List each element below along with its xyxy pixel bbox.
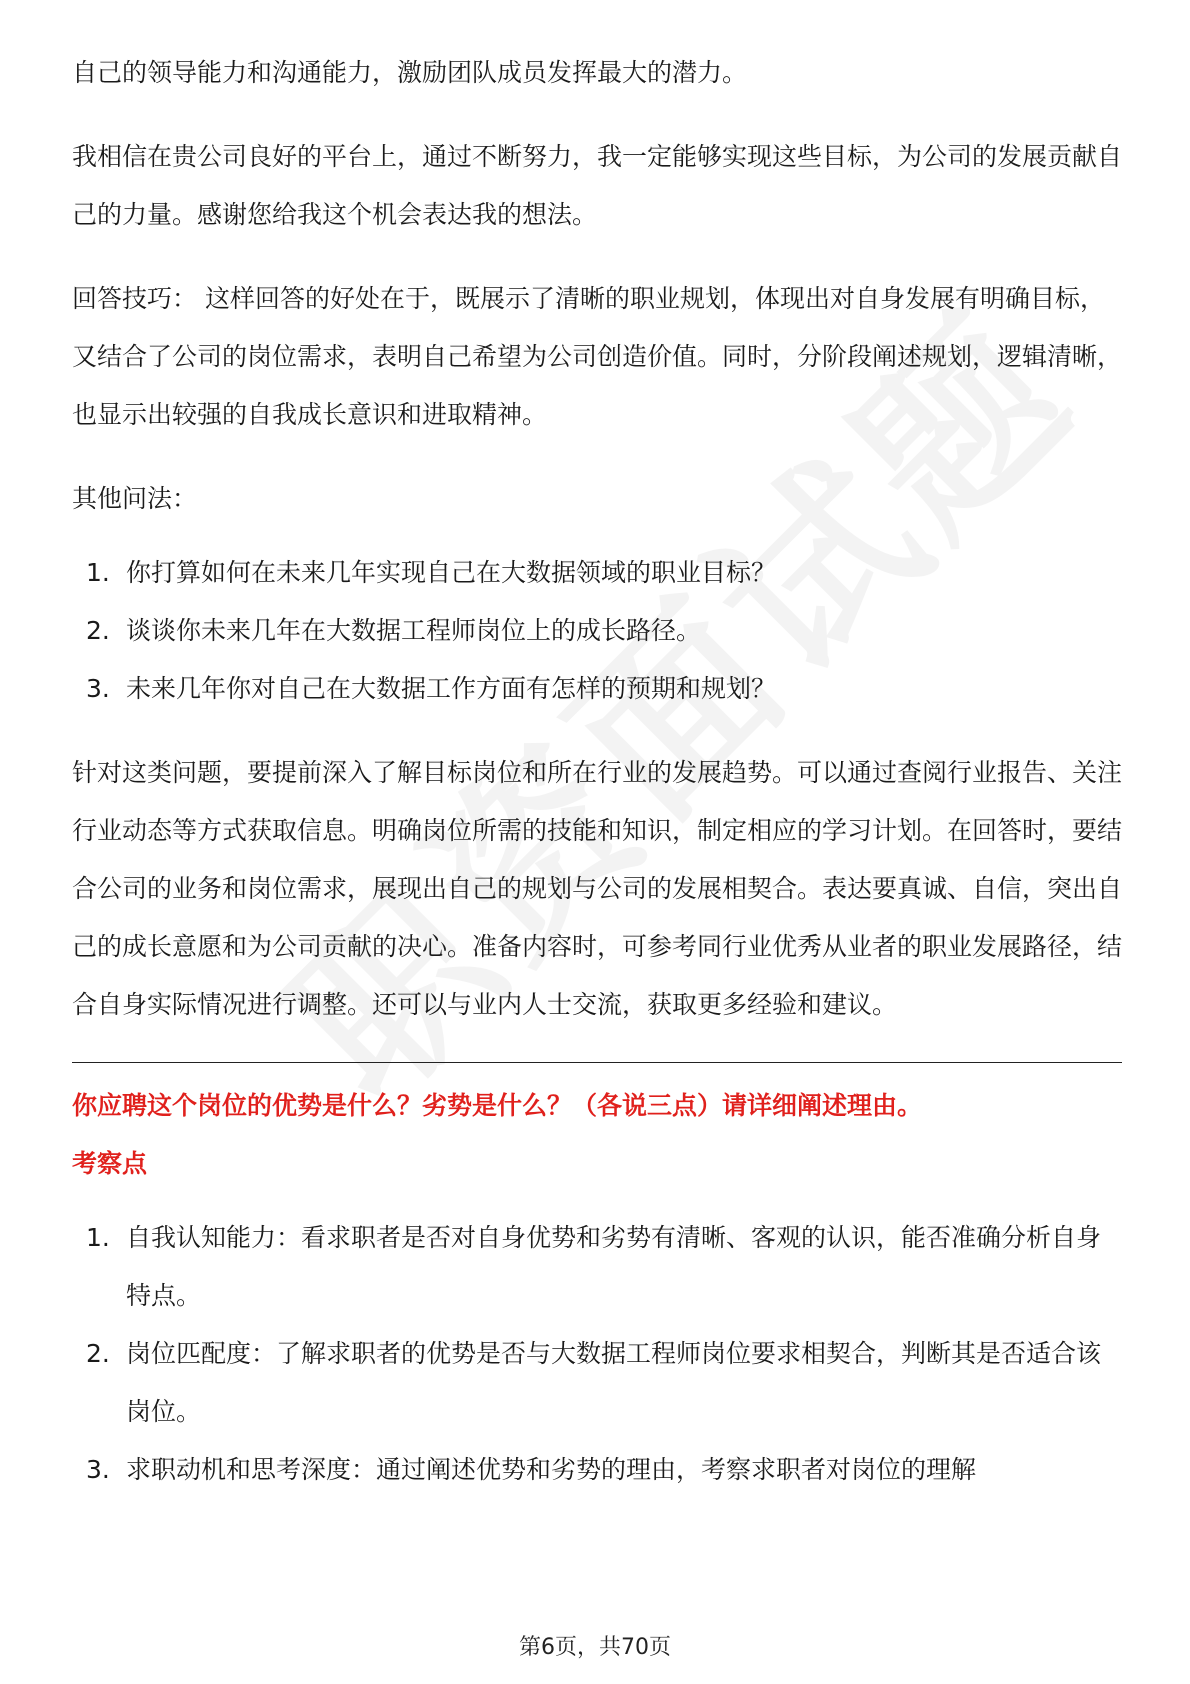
advice-paragraph: 针对这类问题，要提前深入了解目标岗位和所在行业的发展趋势。可以通过查阅行业报告、关注行业动态等方式获取信息。明确岗位所需的技能和知识，制定相应的学习计划。在回答时，要结合公司的业务和岗位需求，展现出自己的规划与公司的发展相契合。表达要真诚、自信，突出自己的成长意愿和为公司贡献的决心。准备内容时，可参考同行业优秀从业者的职业发展路径，结合自身实际情况进行调整。还可以与业内人士交流，获取更多经验和建议。 [72,758,1123,1019]
list-item-text: 未来几年你对自己在大数据工作方面有怎样的预期和规划？ [126,674,777,703]
list-item [72,1209,1122,1325]
list-number: 2. [86,1339,110,1368]
list-number: 2. [86,616,110,645]
section-divider [72,1062,1122,1063]
list-item [72,1441,1122,1499]
paragraph: 自己的领导能力和沟通能力，激励团队成员发挥最大的潜力。 [72,58,748,87]
list-item-text: 岗位匹配度：了解求职者的优势是否与大数据工程师岗位要求相契合，判断其是否适合该岗位。 [126,1339,1102,1426]
paragraph: 我相信在贵公司良好的平台上，通过不断努力，我一定能够实现这些目标，为公司的发展贡献自己的力量。感谢您给我这个机会表达我的想法。 [72,142,1123,229]
list-item-text: 你打算如何在未来几年实现自己在大数据领域的职业目标？ [126,558,777,587]
list-number: 1. [86,558,110,587]
assessment-points-list [72,1209,1122,1499]
page-footer: 第6页，共70页 [519,1635,671,1660]
list-number: 3. [86,674,110,703]
list-item [72,1325,1122,1441]
other-questions-list [72,544,1122,718]
list-item [72,544,1122,602]
list-number: 1. [86,1223,110,1252]
content [72,44,1122,1499]
assessment-heading: 考察点 [72,1149,148,1178]
other-questions-label: 其他问法： [72,484,198,513]
list-item-text: 自我认知能力：看求职者是否对自身优势和劣势有清晰、客观的认识，能否准确分析自身特点。 [126,1223,1102,1310]
list-item [72,602,1122,660]
list-item [72,660,1122,718]
list-item-text: 谈谈你未来几年在大数据工程师岗位上的成长路径。 [126,616,702,645]
list-item-text: 求职动机和思考深度：通过阐述优势和劣势的理由，考察求职者对岗位的理解 [126,1455,977,1484]
answer-tips-paragraph: 回答技巧： 这样回答的好处在于，既展示了清晰的职业规划，体现出对自身发展有明确目标，又结合了公司的岗位需求，表明自己希望为公司创造价值。同时，分阶段阐述规划，逻辑清晰，也显示出较强的自我成长意识和进取精神。 [72,284,1123,429]
question-heading: 你应聘这个岗位的优势是什么？劣势是什么？（各说三点）请详细阐述理由。 [72,1091,923,1120]
list-number: 3. [86,1455,110,1484]
